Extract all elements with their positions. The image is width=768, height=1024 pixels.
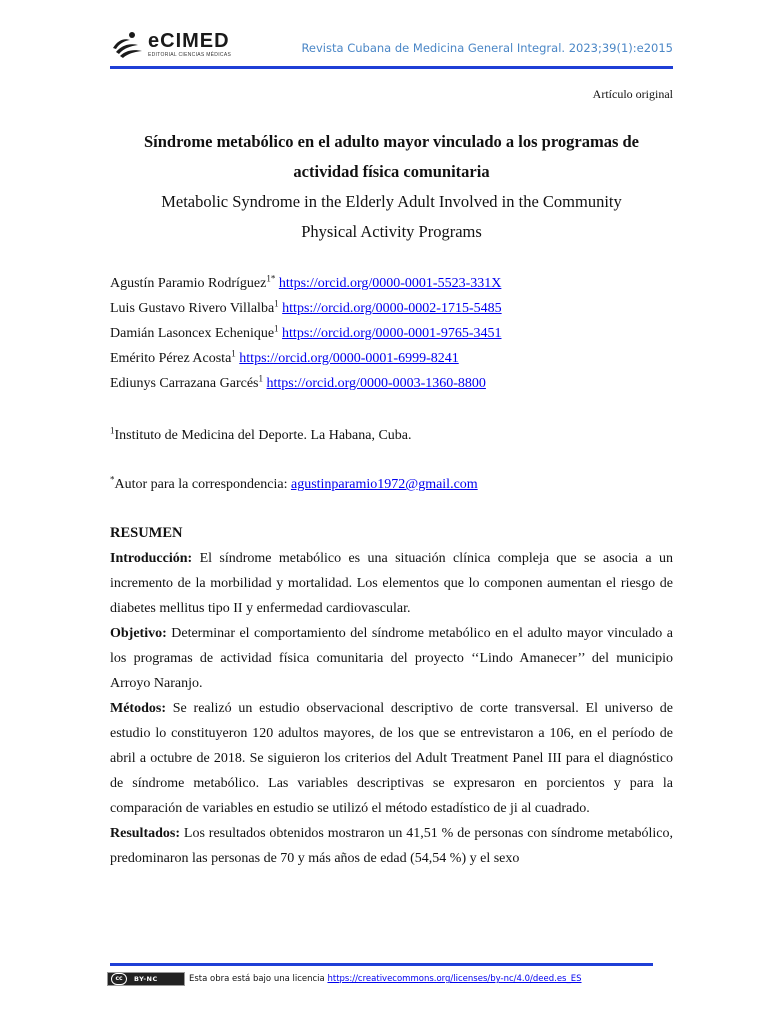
- orcid-link[interactable]: https://orcid.org/0000-0001-6999-8241: [239, 351, 459, 366]
- ecimed-book-icon: [110, 30, 144, 60]
- abstract-introduction: [110, 546, 673, 621]
- title-english: [110, 187, 673, 247]
- title-spanish-line-2: actividad física comunitaria: [293, 162, 490, 181]
- title-spanish: [110, 127, 673, 187]
- affiliation-mark: 1: [110, 425, 115, 436]
- ecimed-logo: [110, 30, 231, 64]
- author-affiliation-mark: 1*: [266, 273, 276, 284]
- author-line: [110, 296, 502, 321]
- cc-license-badge[interactable]: [107, 972, 185, 986]
- author-line: [110, 346, 502, 371]
- author-name: Ediunys Carrazana Garcés: [110, 376, 259, 391]
- header-divider: [110, 66, 673, 69]
- license-text: Esta obra está bajo una licencia: [189, 974, 328, 984]
- title-spanish-line-1: Síndrome metabólico en el adulto mayor vinculado a los programas de: [143, 132, 640, 151]
- license-link[interactable]: https://creativecommons.org/licenses/by-nc/4.0/deed.es_ES: [327, 974, 582, 984]
- abstract-objective: [110, 621, 673, 696]
- cc-icon: cc: [111, 973, 127, 985]
- title-english-line-1: Metabolic Syndrome in the Elderly Adult Involved in the Community: [161, 192, 622, 211]
- author-affiliation-mark: 1: [274, 323, 279, 334]
- author-affiliation-mark: 1: [258, 373, 263, 384]
- methods-text: Se realizó un estudio observacional descriptivo de corte transversal. El universo de estudio lo constituyeron 120 adultos mayores, de los que se entrevistaron a 106, en el período de abril a octubre de 2018. Se siguieron los criterios del Adult Treatment Panel III para el diagnóstico de síndrome metabólico. Las variables descriptivas se expresaron en porcientos y para la comparación de variables en estudio se utilizó el método estadístico de ji al cuadrado.: [110, 701, 673, 816]
- page-footer: [107, 969, 582, 989]
- abstract-heading: RESUMEN: [110, 525, 183, 541]
- results-text: Los resultados obtenidos mostraron un 41,51 % de personas con síndrome metabólico, predominaron las personas de 70 y más años de edad (54,54 %) y el sexo: [110, 826, 673, 866]
- journal-citation: Revista Cubana de Medicina General Integral. 2023;39(1):e2015: [301, 41, 673, 55]
- logo-name: eCIMED: [148, 30, 230, 52]
- objective-text: Determinar el comportamiento del síndrome metabólico en el adulto mayor vinculado a los programas de actividad física comunitaria del proyecto ‘‘Lindo Amanecer’’ del municipio Arroyo Naranjo.: [110, 626, 673, 691]
- author-name: Emérito Pérez Acosta: [110, 351, 232, 366]
- introduction-label: Introducción:: [110, 551, 193, 566]
- title-english-line-2: Physical Activity Programs: [301, 222, 482, 241]
- author-affiliation-mark: 1: [274, 298, 279, 309]
- author-line: [110, 271, 502, 296]
- affiliation-text: Instituto de Medicina del Deporte. La Habana, Cuba.: [114, 428, 412, 443]
- logo-subtitle: EDITORIAL CIENCIAS MÉDICAS: [148, 52, 232, 58]
- author-list: [110, 271, 502, 396]
- footer-divider: [110, 963, 653, 966]
- email-link[interactable]: agustinparamio1972@gmail.com: [290, 477, 478, 492]
- correspondence-mark: *: [110, 474, 115, 485]
- objective-label: Objetivo:: [110, 626, 167, 641]
- correspondence-label: Autor para la correspondencia:: [114, 477, 291, 492]
- abstract-results: [110, 821, 673, 871]
- correspondence: [110, 474, 478, 496]
- orcid-link[interactable]: https://orcid.org/0000-0001-5523-331X: [278, 276, 502, 291]
- article-type: Artículo original: [592, 87, 673, 101]
- cc-by-nc-label: BY-NC: [134, 975, 158, 983]
- orcid-link[interactable]: https://orcid.org/0000-0002-1715-5485: [282, 301, 502, 316]
- author-affiliation-mark: 1: [231, 348, 236, 359]
- page-header: [110, 30, 673, 70]
- orcid-link[interactable]: https://orcid.org/0000-0001-9765-3451: [282, 326, 502, 341]
- author-name: Luis Gustavo Rivero Villalba: [110, 301, 275, 316]
- abstract: [110, 521, 673, 871]
- author-name: Damián Lasoncex Echenique: [110, 326, 275, 341]
- abstract-methods: [110, 696, 673, 821]
- results-label: Resultados:: [110, 826, 181, 841]
- methods-label: Métodos:: [110, 701, 166, 716]
- author-line: [110, 371, 502, 396]
- introduction-text: El síndrome metabólico es una situación clínica compleja que se asocia a un incremento de la morbilidad y mortalidad. Los elementos que lo componen aumentan el riesgo de diabetes mellitus tipo II y enfermedad cardiovascular.: [110, 551, 673, 616]
- author-line: [110, 321, 502, 346]
- orcid-link[interactable]: https://orcid.org/0000-0003-1360-8800: [266, 376, 486, 391]
- license-notice: [189, 974, 582, 984]
- affiliation: [110, 425, 412, 447]
- author-name: Agustín Paramio Rodríguez: [110, 276, 267, 291]
